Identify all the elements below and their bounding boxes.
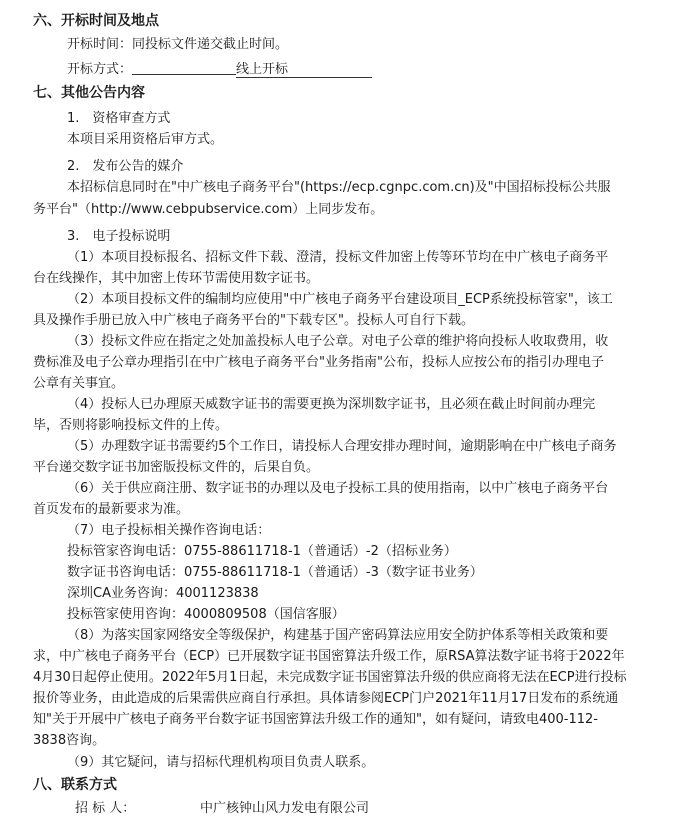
contact-bid-manager-usage: 投标管家使用咨询：4000809508（国信客服）	[67, 607, 345, 622]
contact-bid-manager: 投标管家咨询电话：0755-88611718-1（普通话）-2（招标业务）	[67, 544, 457, 559]
para-5-line-2: 平台递交数字证书加密版投标文件的，后果自负。	[33, 460, 320, 475]
para-9: （9）其它疑问，请与招标代理机构项目负责人联系。	[67, 755, 375, 770]
para-1-line-2: 台在线操作，其中加密上传环节需使用数字证书。	[33, 271, 320, 286]
para-1-line-1: （1）本项目投标报名、招标文件下载、澄清，投标文件加密上传等环节均在中广核电子商务平	[67, 250, 609, 265]
item-1-text: 本项目采用资格后审方式。	[67, 132, 224, 147]
para-3-line-3: 公章有关事宜。	[33, 376, 125, 391]
section-heading-other: 七、其他公告内容	[33, 85, 145, 101]
para-8-line-4: 报价等业务，由此造成的后果需供应商自行承担。具体请参阅ECP门户2021年11月17日发布的系统通	[33, 691, 619, 706]
opening-method-value: 线上开标	[236, 62, 372, 78]
tenderer-label: 招 标 人：	[75, 801, 136, 816]
para-8-line-2: 求，中广核电子商务平台（ECP）已开展数字证书国密算法升级工作，原RSA算法数字证书将于2022年	[33, 649, 625, 664]
para-6-line-1: （6）关于供应商注册、数字证书的办理以及电子投标工具的使用指南，以中广核电子商务平台	[67, 481, 609, 496]
para-4-line-1: （4）投标人已办理原天威数字证书的需要更换为深圳数字证书，且必须在截止时间前办理完	[67, 397, 596, 412]
section-heading-opening: 六、开标时间及地点	[33, 13, 159, 29]
opening-time-value: 同投标文件递交截止时间。	[132, 37, 289, 52]
opening-time-label: 开标时间：	[67, 37, 133, 52]
item-2-line-1: 本招标信息同时在"中广核电子商务平台"(https://ecp.cgnpc.com.cn)及"中国招标投标公共服	[67, 180, 611, 195]
para-8-line-5: 知"关于开展中广核电子商务平台数字证书国密算法升级工作的通知"，如有疑问，请致电400-112-	[33, 712, 598, 727]
para-5-line-1: （5）办理数字证书需要约5个工作日，请投标人合理安排办理时间，逾期影响在中广核电子商务	[67, 439, 617, 454]
contact-shenzhen-ca: 深圳CA业务咨询：4001123838	[67, 586, 259, 601]
item-1-title: 1. 资格审查方式	[67, 111, 171, 126]
opening-method-line	[67, 61, 372, 79]
para-3-line-1: （3）投标文件应在指定之处加盖投标人电子公章。对电子公章的维护将向投标人收取费用，收	[67, 334, 609, 349]
para-2-line-2: 具及操作手册已放入中广核电子商务平台的"下载专区"。投标人可自行下载。	[33, 313, 474, 328]
para-2-line-1: （2）本项目投标文件的编制均应使用"中广核电子商务平台建设项目_ECP系统投标管家"，该工	[67, 292, 613, 307]
opening-method-label: 开标方式：	[67, 62, 133, 77]
para-8-line-3: 4月30日起停止使用。2022年5月1日起，未完成数字证书国密算法升级的供应商将无法在ECP进行投标	[33, 670, 627, 685]
para-8-line-6: 3838咨询。	[33, 733, 106, 748]
underline-blank	[132, 62, 236, 75]
opening-time-line	[67, 36, 288, 54]
para-3-line-2: 费标准及电子公章办理指引在中广核电子商务平台"业务指南"公布，投标人应按公布的指引办理电子	[33, 355, 604, 370]
para-4-line-2: 毕，否则将影响投标文件的上传。	[33, 418, 229, 433]
item-2-line-2: 务平台"（http://www.cebpubservice.com）上同步发布。	[33, 202, 384, 217]
item-2-title: 2. 发布公告的媒介	[67, 159, 184, 174]
para-7-title: （7）电子投标相关操作咨询电话：	[67, 523, 271, 538]
item-3-title: 3. 电子投标说明	[67, 229, 171, 244]
tenderer-value: 中广核钟山风力发电有限公司	[200, 801, 370, 816]
para-8-line-1: （8）为落实国家网络安全等级保护，构建基于国产密码算法应用安全防护体系等相关政策和要	[67, 628, 609, 643]
contact-digital-cert: 数字证书咨询电话：0755-88611718-1（普通话）-3（数字证书业务）	[67, 565, 483, 580]
section-heading-contact: 八、联系方式	[33, 777, 117, 793]
para-6-line-2: 首页发布的最新要求为准。	[33, 502, 190, 517]
